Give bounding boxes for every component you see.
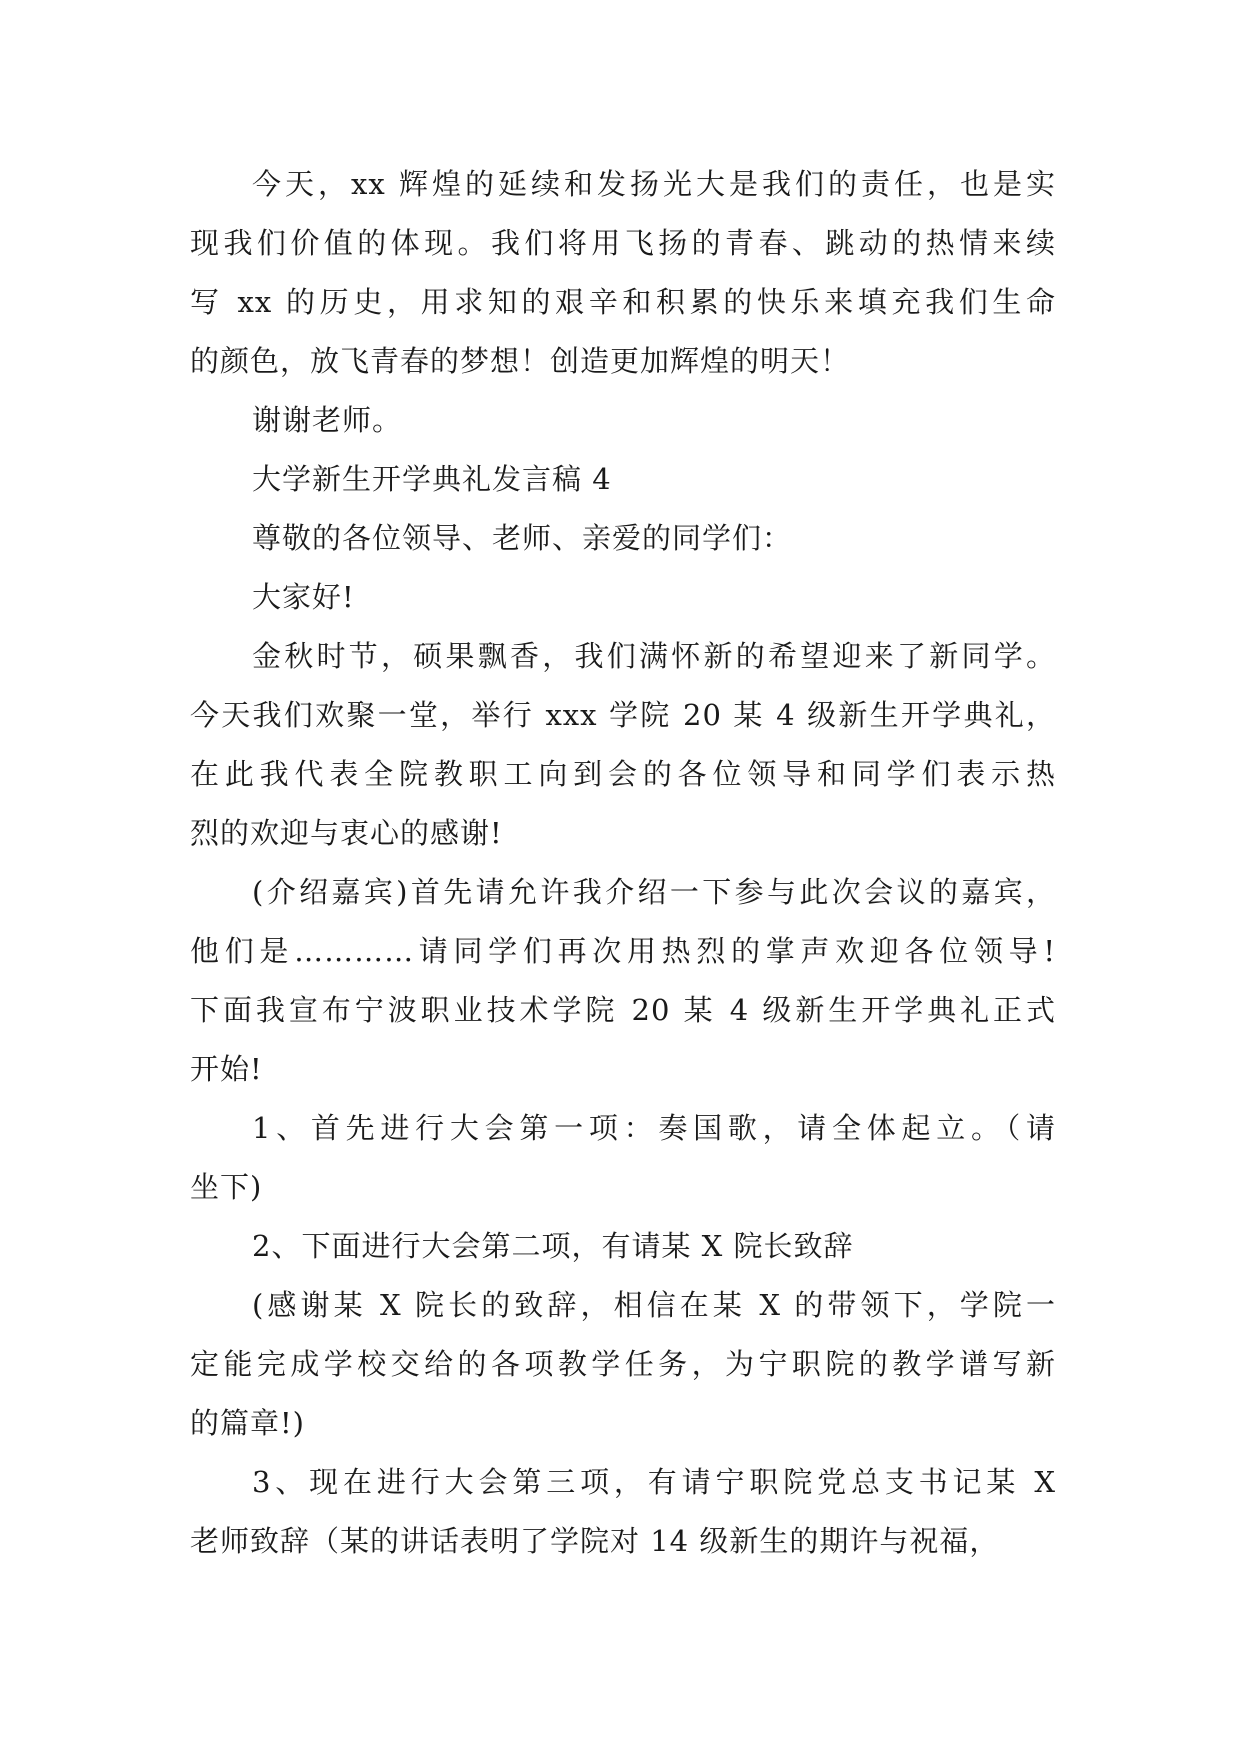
text-line: 金秋时节，硕果飘香，我们满怀新的希望迎来了新同学。 xyxy=(252,639,1056,673)
text-line: 谢谢老师。 xyxy=(252,403,403,437)
paragraph xyxy=(190,155,1056,391)
text-line: 写 xx 的历史，用求知的艰辛和积累的快乐来填充我们生命 xyxy=(190,285,1056,319)
text-line: 在此我代表全院教职工向到会的各位领导和同学们表示热 xyxy=(190,757,1056,791)
paragraph xyxy=(190,1099,1056,1217)
text-line: 开始! xyxy=(190,1052,263,1086)
text-line: 的颜色，放飞青春的梦想！创造更加辉煌的明天！ xyxy=(190,344,851,378)
text-line: 的篇章!) xyxy=(190,1406,305,1440)
paragraph xyxy=(190,1276,1056,1453)
text-line: 3、现在进行大会第三项，有请宁职院党总支书记某 X xyxy=(252,1465,1056,1499)
paragraph xyxy=(190,509,1056,568)
text-line: 定能完成学校交给的各项教学任务，为宁职院的教学谱写新 xyxy=(190,1347,1056,1381)
text-line: 坐下) xyxy=(190,1170,263,1204)
paragraph xyxy=(190,1217,1056,1276)
text-line: 大家好! xyxy=(252,580,355,614)
text-line: 今天我们欢聚一堂，举行 xxx 学院 20 某 4 级新生开学典礼， xyxy=(190,698,1056,732)
text-line: 老师致辞（某的讲话表明了学院对 14 级新生的期许与祝福， xyxy=(190,1524,1000,1558)
text-line: 大学新生开学典礼发言稿 4 xyxy=(252,462,612,496)
paragraph xyxy=(190,1453,1056,1571)
paragraph xyxy=(190,391,1056,450)
text-line: (介绍嘉宾)首先请允许我介绍一下参与此次会议的嘉宾， xyxy=(252,875,1056,909)
document-body xyxy=(190,155,1056,1571)
text-line: 2、下面进行大会第二项，有请某 X 院长致辞 xyxy=(252,1229,854,1263)
text-line: 1、首先进行大会第一项：奏国歌，请全体起立。（请 xyxy=(252,1111,1056,1145)
paragraph xyxy=(190,450,1056,509)
paragraph xyxy=(190,568,1056,627)
paragraph xyxy=(190,863,1056,1099)
text-line: 烈的欢迎与衷心的感谢! xyxy=(190,816,503,850)
text-line: 今天，xx 辉煌的延续和发扬光大是我们的责任，也是实 xyxy=(252,167,1056,201)
text-line: (感谢某 X 院长的致辞，相信在某 X 的带领下，学院一 xyxy=(252,1288,1056,1322)
text-line: 他们是…………请同学们再次用热烈的掌声欢迎各位领导! xyxy=(190,934,1056,968)
text-line: 现我们价值的体现。我们将用飞扬的青春、跳动的热情来续 xyxy=(190,226,1056,260)
text-line: 尊敬的各位领导、老师、亲爱的同学们： xyxy=(252,521,793,555)
text-line: 下面我宣布宁波职业技术学院 20 某 4 级新生开学典礼正式 xyxy=(190,993,1056,1027)
paragraph xyxy=(190,627,1056,863)
